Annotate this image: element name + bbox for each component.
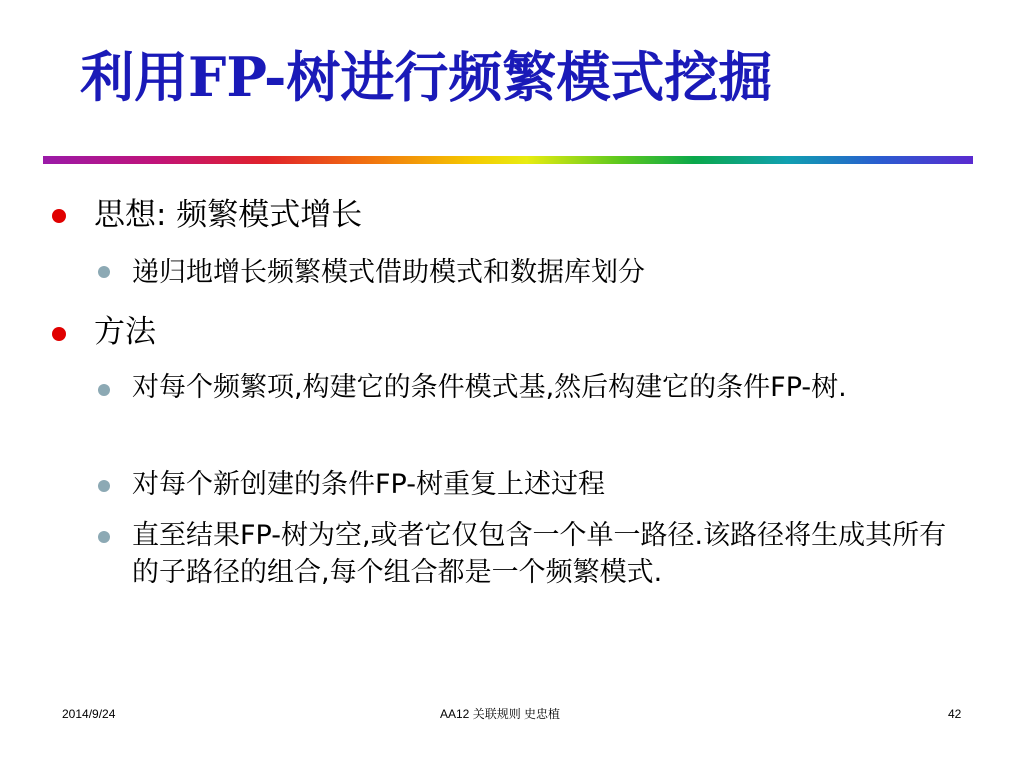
sub-bullet-build-conditional: 对每个频繁项,构建它的条件模式基,然后构建它的条件FP-树. <box>132 372 847 403</box>
red-bullet-icon <box>52 209 66 223</box>
gray-bullet-icon <box>98 531 110 543</box>
footer-page-number: 42 <box>948 707 962 721</box>
sub-bullet-repeat: 对每个新创建的条件FP-树重复上述过程 <box>132 469 605 500</box>
bullet-idea: 思想: 频繁模式增长 <box>94 197 363 233</box>
gray-bullet-icon <box>98 384 110 396</box>
sub-bullet-until-empty: 直至结果FP-树为空,或者它仅包含一个单一路径.该路径将生成其所有的子路径的组合,每个组合都是一个频繁模式. <box>132 520 947 588</box>
gray-bullet-icon <box>98 480 110 492</box>
gray-bullet-icon <box>98 266 110 278</box>
bullet-method: 方法 <box>94 314 156 350</box>
footer-title: AA12 关联规则 史忠植 <box>440 707 561 721</box>
footer-date: 2014/9/24 <box>62 707 116 721</box>
red-bullet-icon <box>52 327 66 341</box>
sub-bullet-recursive: 递归地增长频繁模式借助模式和数据库划分 <box>132 257 645 288</box>
slide-title: 利用FP-树进行频繁模式挖掘 <box>80 45 773 109</box>
